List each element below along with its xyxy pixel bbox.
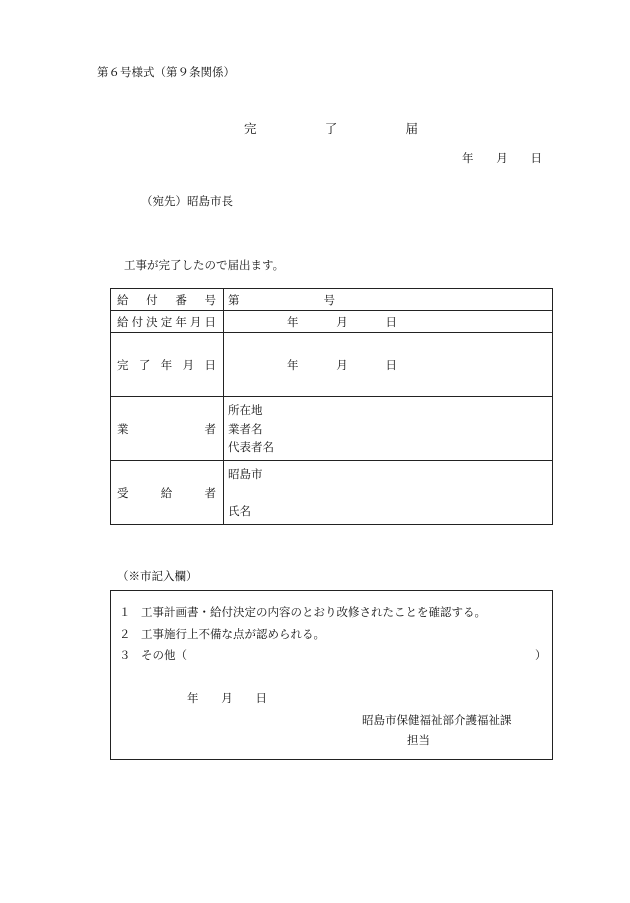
label-char: 日 bbox=[204, 357, 216, 372]
item-text: 工事計画書・給付決定の内容のとおり改修されたことを確認する。 bbox=[141, 605, 486, 619]
label-char: 定 bbox=[160, 314, 173, 329]
label-char: 給 bbox=[117, 292, 129, 307]
date-month: 月 bbox=[496, 151, 508, 165]
label-recipient bbox=[111, 461, 224, 525]
form-number: 第６号様式（第９条関係） bbox=[97, 65, 235, 79]
number-suffix: 号 bbox=[323, 292, 335, 307]
date-month: 月 bbox=[336, 314, 348, 329]
item-number: ３ bbox=[119, 648, 131, 662]
date-day: 日 bbox=[255, 691, 267, 705]
date-year: 年 bbox=[287, 357, 299, 372]
date-day: 日 bbox=[530, 151, 542, 165]
office-use-box bbox=[110, 590, 553, 760]
document-title bbox=[244, 123, 418, 136]
recipient-city: 昭島市 bbox=[228, 467, 263, 481]
date-year: 年 bbox=[462, 151, 474, 165]
item-number: ２ bbox=[119, 627, 131, 641]
label-char: 年 bbox=[160, 357, 173, 372]
value-decision-date[interactable] bbox=[224, 311, 553, 333]
table-row-contractor bbox=[111, 397, 553, 461]
item-text: 工事施行上不備な点が認められる。 bbox=[141, 627, 325, 641]
label-contractor bbox=[111, 397, 224, 461]
table-row-recipient bbox=[111, 461, 553, 525]
label-char: 業 bbox=[117, 421, 129, 436]
completion-form-table bbox=[110, 288, 553, 525]
label-char: 了 bbox=[138, 357, 151, 372]
intro-text: 工事が完了したので届出ます。 bbox=[124, 258, 285, 272]
label-char: 者 bbox=[204, 485, 216, 500]
number-prefix: 第 bbox=[228, 292, 240, 307]
contractor-name-label: 業者名 bbox=[228, 421, 263, 436]
submission-date bbox=[462, 153, 542, 165]
label-char: 者 bbox=[204, 421, 216, 436]
label-char: 号 bbox=[204, 292, 216, 307]
label-char: 給 bbox=[117, 314, 129, 329]
title-char: 了 bbox=[324, 121, 338, 136]
date-year: 年 bbox=[187, 691, 199, 705]
date-day: 日 bbox=[385, 357, 397, 372]
date-year: 年 bbox=[287, 314, 299, 329]
label-benefit-number bbox=[111, 289, 224, 311]
label-char: 月 bbox=[189, 314, 202, 329]
label-char: 完 bbox=[117, 357, 129, 372]
recipient-name-label: 氏名 bbox=[228, 504, 251, 518]
item-number: １ bbox=[119, 605, 131, 619]
label-char: 日 bbox=[204, 314, 216, 329]
label-char: 付 bbox=[131, 314, 144, 329]
value-benefit-number[interactable] bbox=[224, 289, 553, 311]
value-completion-date[interactable] bbox=[224, 333, 553, 397]
label-char: 月 bbox=[182, 357, 195, 372]
label-completion-date bbox=[111, 333, 224, 397]
label-char: 番 bbox=[175, 292, 187, 307]
department-name: 昭島市保健福祉部介護福祉課 bbox=[362, 713, 512, 727]
contractor-representative-label: 代表者名 bbox=[228, 440, 274, 454]
table-row-benefit-number bbox=[111, 289, 553, 311]
addressee: （宛先）昭島市長 bbox=[141, 194, 233, 208]
close-paren: ） bbox=[535, 648, 547, 662]
label-char: 決 bbox=[146, 314, 158, 329]
title-char: 完 bbox=[244, 121, 257, 136]
table-row-completion-date bbox=[111, 333, 553, 397]
title-char: 届 bbox=[405, 121, 418, 136]
label-char: 受 bbox=[117, 485, 129, 500]
office-use-heading: （※市記入欄） bbox=[117, 569, 198, 583]
contractor-address-label: 所在地 bbox=[228, 403, 263, 417]
office-date bbox=[187, 693, 267, 705]
label-char: 年 bbox=[175, 314, 187, 329]
date-month: 月 bbox=[221, 691, 233, 705]
label-decision-date bbox=[111, 311, 224, 333]
table-row-decision-date bbox=[111, 311, 553, 333]
label-char: 給 bbox=[160, 485, 173, 500]
person-in-charge-label: 担当 bbox=[407, 733, 430, 747]
date-day: 日 bbox=[385, 314, 397, 329]
value-recipient[interactable] bbox=[224, 461, 553, 525]
label-char: 付 bbox=[146, 292, 158, 307]
date-month: 月 bbox=[336, 357, 348, 372]
item-text[interactable]: その他（ bbox=[141, 648, 187, 662]
value-contractor[interactable] bbox=[224, 397, 553, 461]
